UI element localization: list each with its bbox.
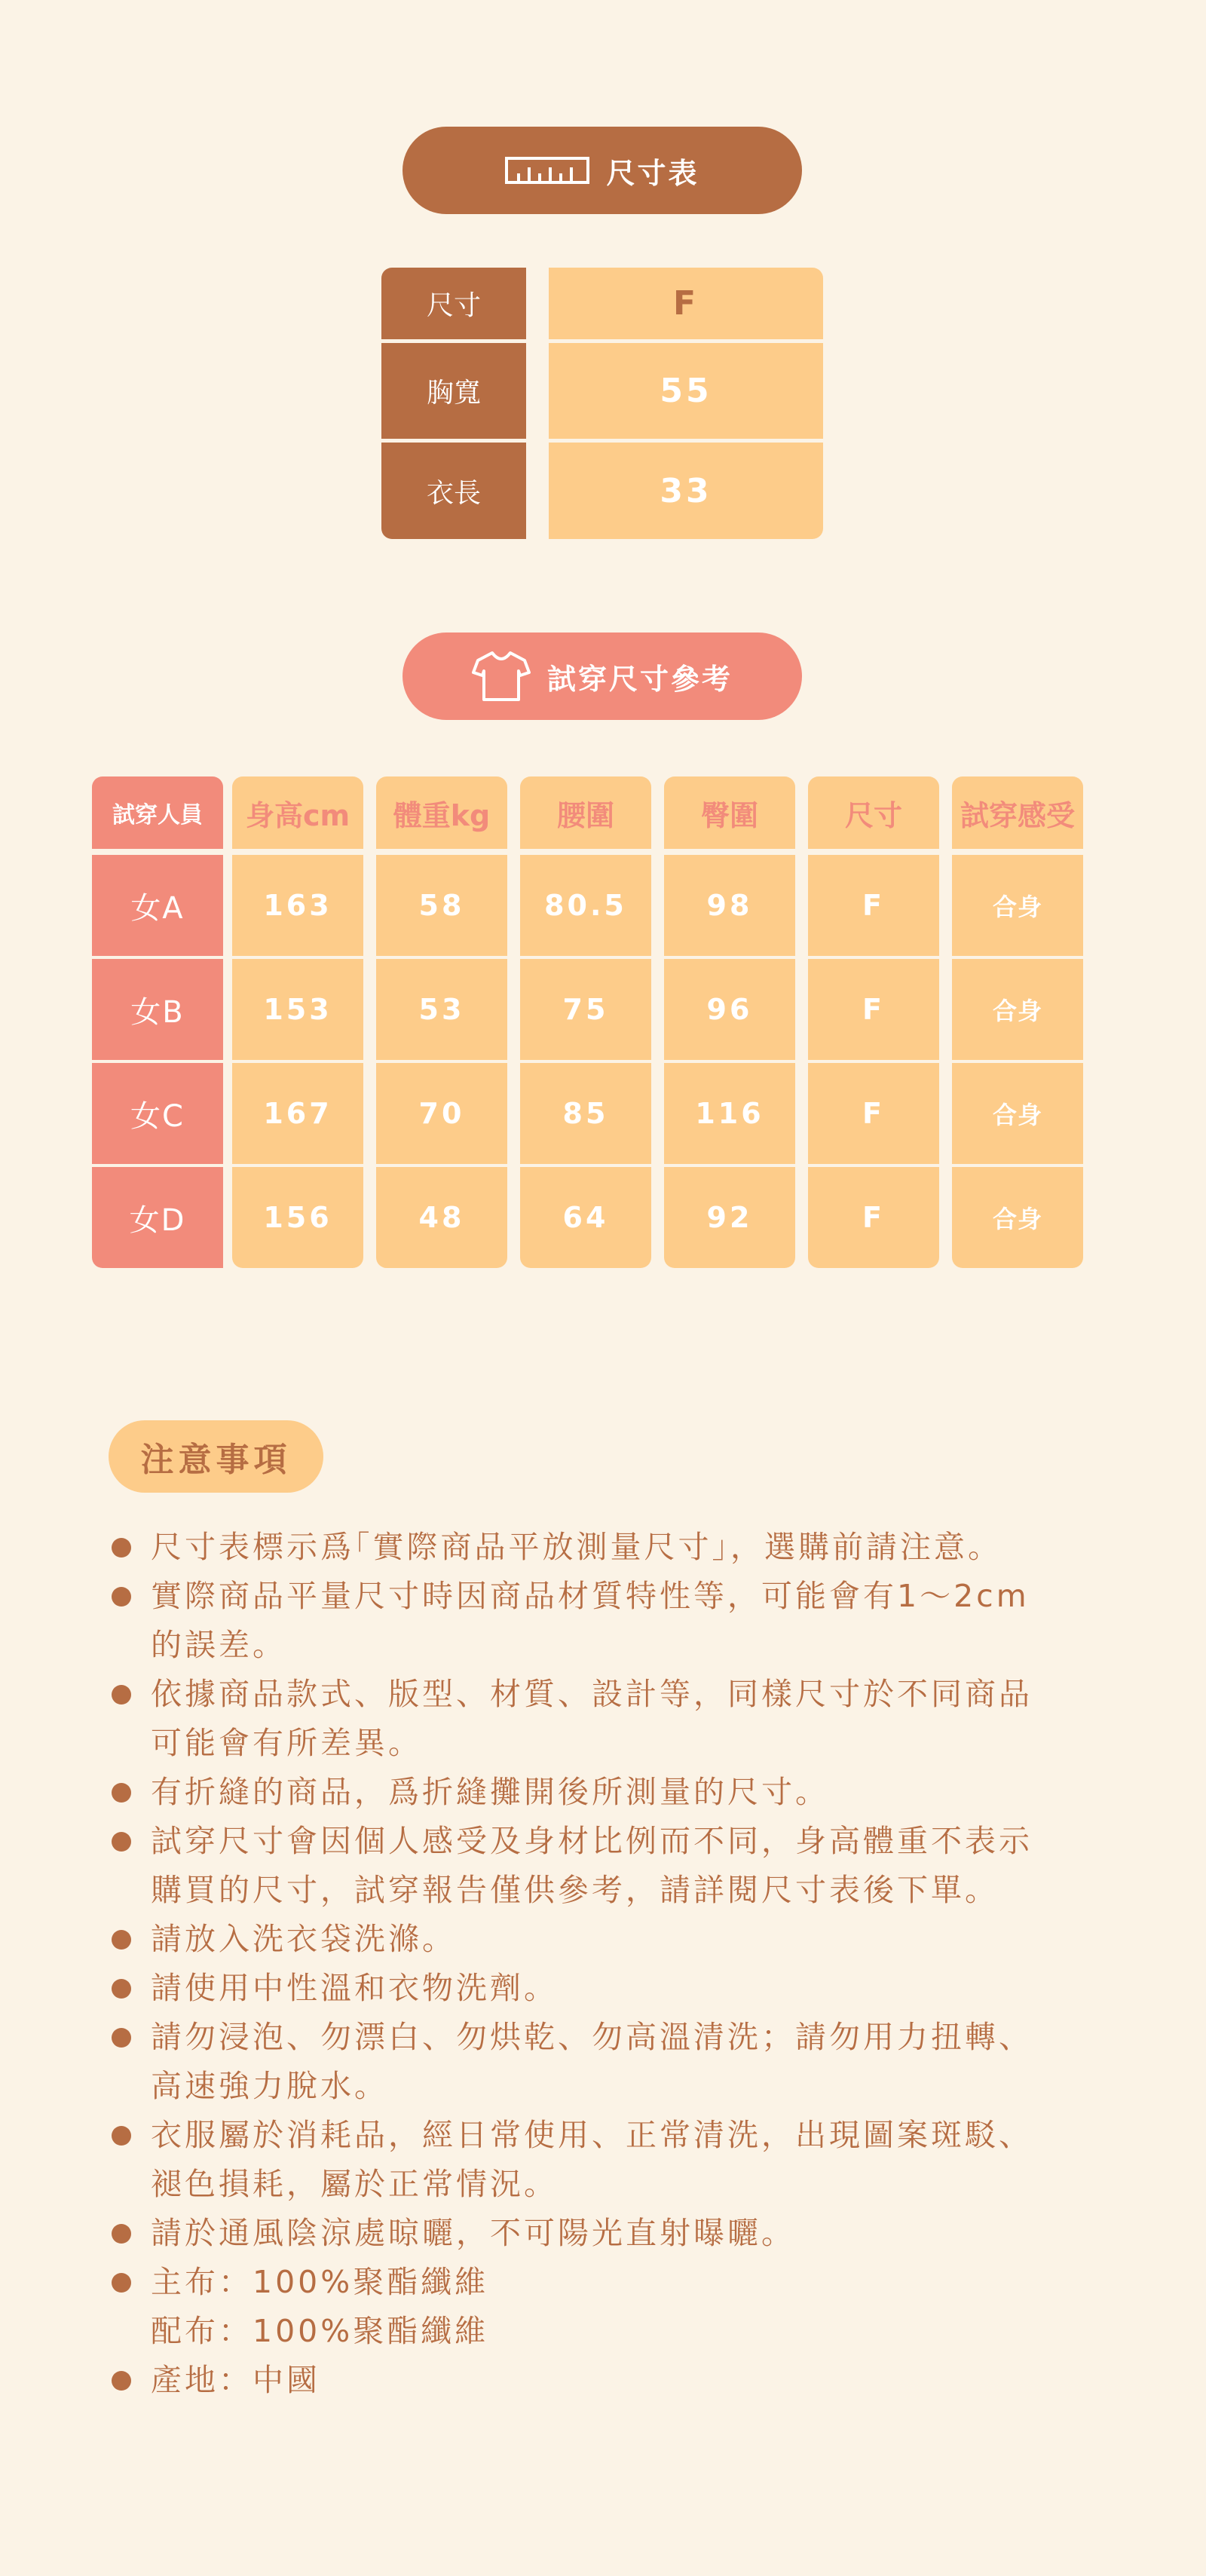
tryon-value-cell: F [808,959,939,1060]
note-line: 購買的尺寸，試穿報告僅供參考，請詳閱尺寸表後下單。 [151,1872,999,1908]
ruler-icon [505,155,589,185]
note-line: 請使用中性溫和衣物洗劑。 [151,1970,558,2006]
size-value: F [549,268,823,339]
tryon-title: 試穿尺寸參考 [546,662,733,696]
note-item [109,1670,1103,1768]
note-item [109,2209,1103,2258]
note-line: 有折縫的商品，爲折縫攤開後所測量的尺寸。 [151,1774,829,1810]
note-line: 實際商品平量尺寸時因商品材質特性等，可能會有1～2cm [151,1578,1030,1614]
tryon-header-cell: 體重kg [376,776,507,849]
tryon-value-cell: F [808,1063,939,1164]
note-line: 尺寸表標示爲｢實際商品平放測量尺寸｣，選購前請注意。 [151,1529,1002,1565]
note-line: 產地：中國 [151,2362,320,2398]
size-row-label: 尺寸 [381,268,526,339]
shirt-icon [472,650,531,703]
note-item [109,2111,1103,2209]
size-chart-title: 尺寸表 [606,156,699,190]
tryon-header-cell: 身高cm [232,776,363,849]
tryon-title-pill [403,633,802,720]
note-item [109,2013,1103,2111]
note-item [109,2258,1103,2356]
note-item [109,2356,1103,2405]
tryon-value-cell: 163 [232,855,363,956]
note-line: 依據商品款式、版型、材質、設計等，同樣尺寸於不同商品 [151,1676,1033,1712]
tryon-value-cell: 92 [664,1167,795,1268]
tryon-person-cell: 女C [92,1063,223,1164]
note-line: 可能會有所差異。 [151,1725,422,1761]
tryon-value-cell: 167 [232,1063,363,1164]
note-line: 的誤差。 [151,1627,286,1663]
tryon-person-cell: 女A [92,855,223,956]
note-line: 試穿尺寸會因個人感受及身材比例而不同，身高體重不表示 [151,1823,1033,1859]
note-line: 請放入洗衣袋洗滌。 [151,1921,456,1957]
tryon-header-cell: 臀圍 [664,776,795,849]
tryon-value-cell: 153 [232,959,363,1060]
notes-list [109,1523,1103,2405]
chest-value: 55 [549,343,823,439]
notes-title: 注意事項 [109,1420,323,1493]
note-item [109,1817,1103,1915]
tryon-value-cell: 85 [520,1063,651,1164]
note-item [109,1572,1103,1670]
note-item [109,1915,1103,1964]
tryon-header-cell: 試穿感受 [952,776,1083,849]
tryon-value-cell: 70 [376,1063,507,1164]
note-line: 請勿浸泡、勿漂白、勿烘乾、勿高溫清洗；請勿用力扭轉、 [151,2019,1033,2055]
tryon-header-cell: 試穿人員 [92,776,223,849]
tryon-value-cell: 48 [376,1167,507,1268]
note-line: 衣服屬於消耗品，經日常使用、正常清洗，出現圖案斑駁、 [151,2117,1033,2153]
tryon-value-cell: 合身 [952,855,1083,956]
tryon-value-cell: 53 [376,959,507,1060]
note-line: 褪色損耗，屬於正常情況。 [151,2166,558,2202]
note-item [109,1523,1103,1572]
length-row-label: 衣長 [381,443,526,539]
tryon-person-cell: 女B [92,959,223,1060]
tryon-value-cell: 58 [376,855,507,956]
size-chart-title-pill [403,127,802,214]
tryon-header-cell: 腰圍 [520,776,651,849]
tryon-value-cell: 116 [664,1063,795,1164]
note-item [109,1964,1103,2013]
note-line: 請於通風陰涼處晾曬，不可陽光直射曝曬。 [151,2215,795,2251]
tryon-person-cell: 女D [92,1167,223,1268]
tryon-value-cell: F [808,1167,939,1268]
note-line: 主布：100%聚酯纖維 [151,2264,489,2300]
tryon-value-cell: 156 [232,1167,363,1268]
tryon-value-cell: 合身 [952,1167,1083,1268]
tryon-header-cell: 尺寸 [808,776,939,849]
tryon-value-cell: 合身 [952,1063,1083,1164]
tryon-value-cell: 64 [520,1167,651,1268]
tryon-value-cell: 96 [664,959,795,1060]
tryon-value-cell: 75 [520,959,651,1060]
length-value: 33 [549,443,823,539]
tryon-value-cell: 98 [664,855,795,956]
chest-row-label: 胸寬 [381,343,526,439]
note-line: 配布：100%聚酯纖維 [151,2313,489,2349]
tryon-value-cell: 合身 [952,959,1083,1060]
note-item [109,1768,1103,1817]
note-line: 高速強力脫水。 [151,2068,388,2104]
tryon-value-cell: F [808,855,939,956]
tryon-value-cell: 80.5 [520,855,651,956]
